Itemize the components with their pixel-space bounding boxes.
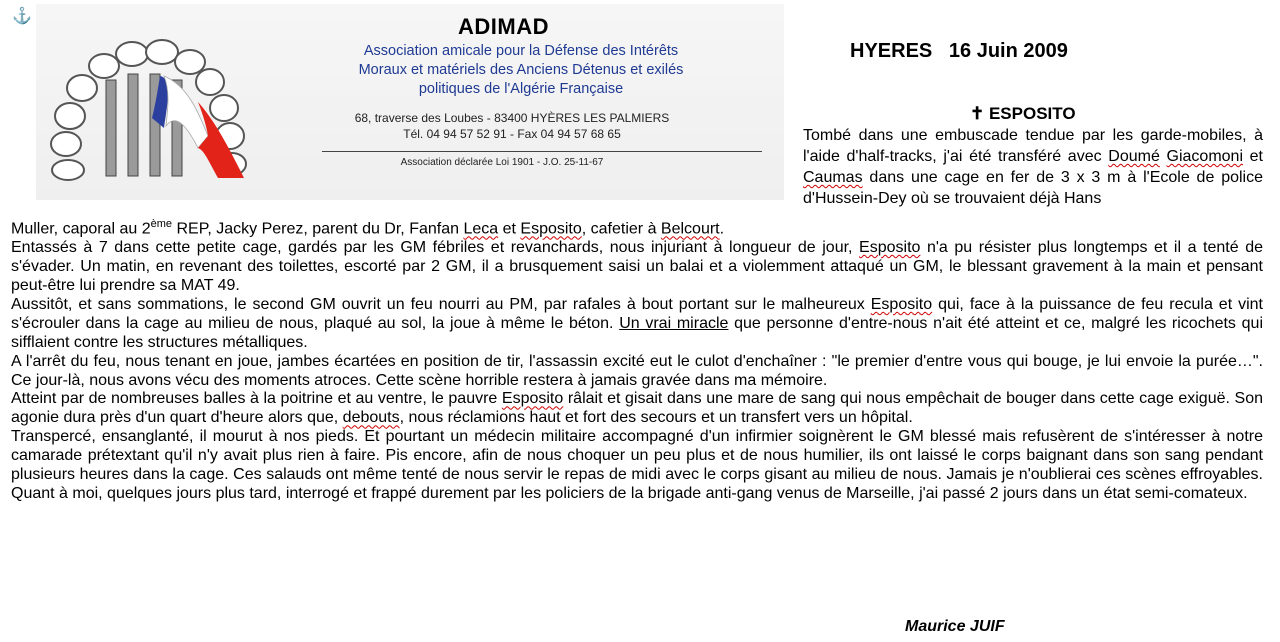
flagged-word: Doumé [1108,148,1160,165]
paragraph: A l'arrêt du feu, nous tenant en joue, jambes écartées en position de tir, l'assassin excité eut le culot d'enchaîner : "le premier d'entre vous qui bouge, je lui envoie la purée…". Ce jour-là, nous avons vécu des moments atroces. Cette scène horrible restera à jamais gravée dans ma mémoire. [11,352,1263,389]
text-run: dans une cage en fer de 3 x 3 m à l'Ecole de police d'Hussein-Dey où se trouvaient déjà Hans [803,169,1263,207]
intro-paragraph [803,125,1263,209]
underlined-phrase: Un vrai miracle [619,314,729,332]
flagged-word: Leca [463,220,499,238]
flagged-word: Esposito [520,220,582,238]
superscript: ème [150,218,173,230]
org-description-line: Association amicale pour la Défense des Intérêts [363,43,679,59]
text-run: qui, face à la puissance de feu recula et vint s'écrouler dans la cage au milieu de nous, plaqué au sol, la joue à même le béton. [11,295,1264,332]
flagged-word: Esposito [870,295,933,313]
text-run: et [498,220,521,238]
paragraph: Transpercé, ensanglanté, il mourut à nos pieds. Et pourtant un médecin militaire accompagné d'un infirmier soignèrent le GM blessé mais refusèrent de s'intéresser à notre camarade prétextant qu'il n'y avait plus rien à faire. Pis encore, afin de nous choquer un peu plus et de nous humilier, ils ont laissé le corps baignant dans son sang pendant plusieurs heures dans la cage. Ces salauds ont même tenté de nous servir le repas de midi avec le corps gisant au milieu de nous. Jamais je n'oublierai ces scènes effroyables. Quant à moi, quelques jours plus tard, interrogé et frappé durement par les policiers de la brigade anti-gang venus de Marseille, j'ai passé 2 jours dans un état semi-comateux. [11,428,1263,503]
letterhead-divider [322,151,762,152]
logo-arch-flag-icon [48,32,248,182]
paragraph [11,215,1263,239]
text-run: , nous réclamions haut et fort des secours et un transfert vers un hôpital. [399,409,913,427]
org-name: ADIMAD [458,14,549,39]
anchor-icon: ⚓ [12,8,32,25]
text-run: Entassés à 7 dans cette petite cage, gardés par les GM fébriles et revanchards, nous injuriant à longueur de jour, [11,239,860,257]
signature: Maurice JUIF [905,618,1005,635]
flagged-word: Belcourt [660,220,720,238]
place-date: HYERES 16 Juin 2009 [850,40,1068,62]
flagged-word: debouts [342,409,400,427]
paragraph [11,390,1263,428]
text-run: , cafetier à [581,220,661,238]
flagged-word: Esposito [859,239,921,257]
org-description [296,42,746,99]
org-description-line: politiques de l'Algérie Française [418,81,624,97]
text-run: Muller, caporal au 2 [11,220,151,238]
flagged-word: Giacomoni [1166,148,1243,165]
text-run: n'a pu résister plus longtemps et il a tenté de s'évader. Un matin, en revenant des toilettes, escorté par 2 GM, il a brusquement saisi un balai et a violemment attaqué un GM, le blessant gravement à la main et pensant peut-être lui prendre sa MAT 49. [11,239,1263,295]
paragraph [11,296,1263,353]
article-title: ✝ ESPOSITO [970,104,1076,123]
paragraph [11,239,1263,296]
flagged-word: Esposito [501,390,564,408]
text-run: REP, Jacky Perez, parent du Dr, Fanfan [172,220,464,238]
flagged-word: Caumas [803,169,863,186]
article-body [11,215,1263,504]
text-run: râlait et gisait dans une mare de sang qui nous empêchait de bouger dans cette cage exiguë. Son agonie dura près d'un quart d'heure alors que, [11,390,1263,427]
text-run: Aussitôt, et sans sommations, le second GM ouvrit un feu nourri au PM, par rafales à bout portant sur le malheureux [11,295,871,313]
text-run: Atteint par de nombreuses balles à la poitrine et au ventre, le pauvre [11,390,502,408]
org-description-line: Moraux et matériels des Anciens Détenus et exilés [358,62,684,78]
text-run: que personne d'entre-nous n'ait été atteint et ce, malgré les ricochets qui sifflaient contre les structures métalliques. [11,314,1264,351]
org-contact [332,110,692,142]
org-legal-notice: Association déclarée Loi 1901 - J.O. 25-11-67 [400,157,604,168]
text-run: Tombé dans une embuscade tendue par les garde-mobiles, à l'aide d'half-tracks, j'ai été transféré avec [803,127,1263,165]
text-run: et [1243,148,1264,165]
letterhead [12,4,784,200]
org-phone: Tél. 04 94 57 52 91 - Fax 04 94 57 68 65 [403,127,621,141]
text-run: . [719,220,725,238]
org-address: 68, traverse des Loubes - 83400 HYÈRES LES PALMIERS [354,111,670,125]
